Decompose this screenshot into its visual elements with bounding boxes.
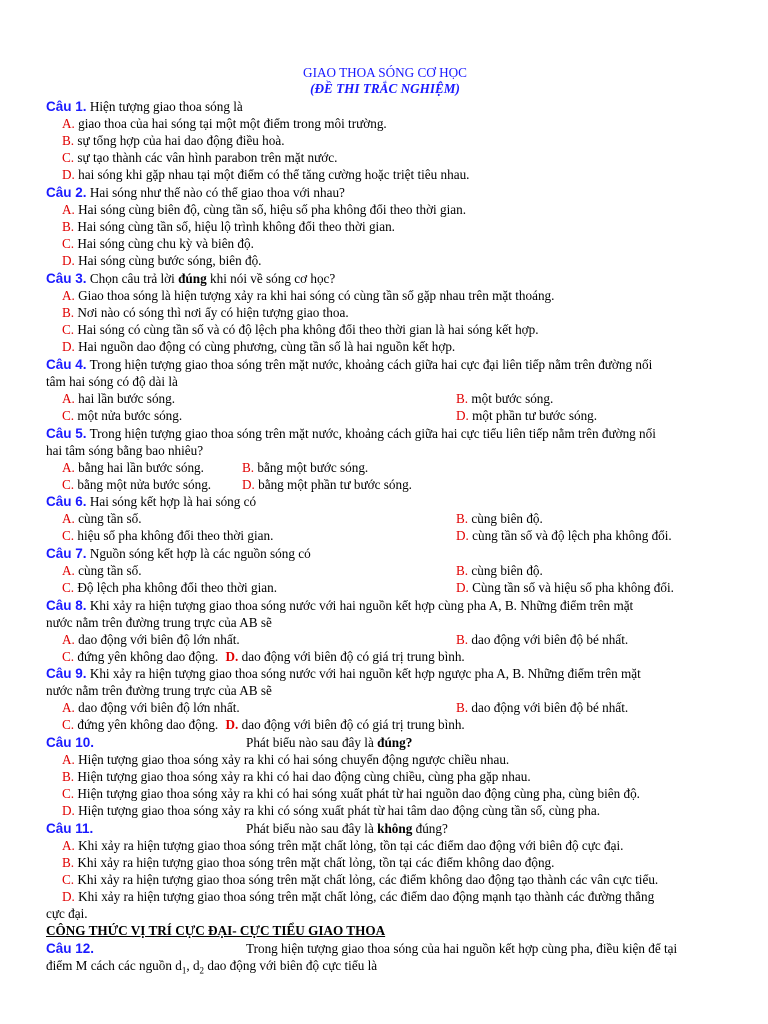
option[interactable]: A. cùng tần số. [62,511,142,526]
document-subtitle: (ĐỀ THI TRẮC NGHIỆM) [310,81,460,96]
option[interactable]: A. dao động với biên độ lớn nhất. [62,700,240,715]
question-text-cont: nước nằm trên đường trung trực của AB sẽ [46,683,272,698]
option-row [62,390,724,407]
option[interactable]: B. dao động với biên độ bé nhất. [456,700,629,715]
option-row [62,510,724,527]
option[interactable]: B. dao động với biên độ bé nhất. [456,632,629,647]
question-9: Câu 9. Khi xảy ra hiện tượng giao thoa sóng nước với hai nguồn kết hợp ngược pha A, B. Những điểm trên mặt [46,666,641,681]
option[interactable]: B. Khi xảy ra hiện tượng giao thoa sóng trên mặt chất lỏng, tồn tại các điểm không dao động. [62,855,555,870]
option[interactable]: B. sự tổng hợp của hai dao động điều hoà. [62,133,285,148]
option[interactable]: C. đứng yên không dao động. [62,649,219,664]
option[interactable]: A. Giao thoa sóng là hiện tượng xảy ra khi hai sóng có cùng tần số gặp nhau trên mặt thoáng. [62,288,555,303]
option[interactable]: D. hai sóng khi gặp nhau tại một điểm có thể tăng cường hoặc triệt tiêu nhau. [62,167,470,182]
option[interactable]: D. bằng một phần tư bước sóng. [242,477,412,492]
question-4: Câu 4. Trong hiện tượng giao thoa sóng trên mặt nước, khoảng cách giữa hai cực đại liên tiếp nằm trên đường nối [46,357,653,372]
option-row [62,631,724,648]
option[interactable]: B. cùng biên độ. [456,511,543,526]
option[interactable]: A. cùng tần số. [62,563,142,578]
option-row [62,716,724,733]
option[interactable]: D. Hai nguồn dao động có cùng phương, cùng tần số là hai nguồn kết hợp. [62,339,456,354]
question-2: Câu 2. Hai sóng như thế nào có thể giao thoa với nhau? [46,185,345,200]
question-text-cont: hai tâm sóng bằng bao nhiêu? [46,443,204,458]
option-text-cont: cực đại. [46,906,88,921]
option[interactable]: C. Hai sóng cùng chu kỳ và biên độ. [62,236,254,251]
option-row [62,562,724,579]
question-8: Câu 8. Khi xảy ra hiện tượng giao thoa sóng nước với hai nguồn kết hợp cùng pha A, B. Những điểm trên mặt [46,598,634,613]
option[interactable]: A. dao động với biên độ lớn nhất. [62,632,240,647]
option[interactable]: C. Hiện tượng giao thoa sóng xảy ra khi có hai sóng xuất phát từ hai nguồn dao động cùng pha, cùng biên độ. [62,786,640,801]
question-11: Câu 11. Phát biểu nào sau đây là không đúng? [46,821,448,836]
option[interactable]: D. một phần tư bước sóng. [456,408,598,423]
option-row [62,459,724,476]
option-row [62,527,724,544]
question-7: Câu 7. Nguồn sóng kết hợp là các nguồn sóng có [46,546,311,561]
option[interactable]: C. Độ lệch pha không đổi theo thời gian. [62,580,278,595]
option[interactable]: C. hiệu số pha không đổi theo thời gian. [62,528,274,543]
option-row [62,699,724,716]
option[interactable]: A. Hai sóng cùng biên độ, cùng tần số, hiệu số pha không đổi theo thời gian. [62,202,467,217]
option[interactable]: C. một nửa bước sóng. [62,408,183,423]
option[interactable]: C. Khi xảy ra hiện tượng giao thoa sóng trên mặt chất lỏng, các điểm không dao động tạo thành các vân cực tiểu. [62,872,659,887]
option[interactable]: B. Hai sóng cùng tần số, hiệu lộ trình không đổi theo thời gian. [62,219,395,234]
option[interactable]: C. Hai sóng có cùng tần số và có độ lệch pha không đổi theo thời gian là hai sóng kết hợp. [62,322,539,337]
option[interactable]: B. một bước sóng. [456,391,554,406]
question-text: Hiện tượng giao thoa sóng là [89,99,243,114]
option[interactable]: A. Khi xảy ra hiện tượng giao thoa sóng trên mặt chất lỏng, tồn tại các điểm dao động với biên độ cực đại. [62,838,624,853]
option[interactable]: C. sự tạo thành các vân hình parabon trên mặt nước. [62,150,338,165]
question-label: Câu 1. [46,99,87,114]
option-row [62,407,724,424]
option[interactable]: B. bằng một bước sóng. [242,460,369,475]
option[interactable]: B. Hiện tượng giao thoa sóng xảy ra khi có hai dao động cùng chiều, cùng pha gặp nhau. [62,769,531,784]
option-row [62,579,724,596]
option[interactable]: A. hai lần bước sóng. [62,391,176,406]
question-12: Câu 12. Trong hiện tượng giao thoa sóng của hai nguồn kết hợp cùng pha, điều kiện để tại [46,941,678,956]
option[interactable]: D. dao động với biên độ có giá trị trung bình. [225,649,465,664]
option[interactable]: C. đứng yên không dao động. [62,717,219,732]
option[interactable]: A. giao thoa của hai sóng tại một một điểm trong môi trường. [62,116,387,131]
option[interactable]: C. bằng một nửa bước sóng. [62,477,212,492]
option-row [62,648,724,665]
question-text-cont: nước nằm trên đường trung trực của AB sẽ [46,615,272,630]
option[interactable]: A. Hiện tượng giao thoa sóng xảy ra khi có hai sóng chuyển động ngược chiều nhau. [62,752,510,767]
option[interactable]: D. dao động với biên độ có giá trị trung bình. [225,717,465,732]
option[interactable]: A. bằng hai lần bước sóng. [62,460,204,475]
option[interactable]: D. Cùng tần số và hiệu số pha không đổi. [456,580,674,595]
option[interactable]: D. Hiện tượng giao thoa sóng xảy ra khi có sóng xuất phát từ hai tâm dao động cùng tần số, cùng pha. [62,803,601,818]
option[interactable]: D. Hai sóng cùng bước sóng, biên độ. [62,253,262,268]
document-title: GIAO THOA SÓNG CƠ HỌC [303,65,467,80]
question-3: Câu 3. Chọn câu trả lời đúng khi nói về sóng cơ học? [46,271,336,286]
question-1 [46,98,724,115]
option[interactable]: D. cùng tần số và độ lệch pha không đổi. [456,528,672,543]
option[interactable]: B. Nơi nào có sóng thì nơi ấy có hiện tượng giao thoa. [62,305,349,320]
option[interactable]: B. cùng biên độ. [456,563,543,578]
section-heading: CÔNG THỨC VỊ TRÍ CỰC ĐẠI- CỰC TIỂU GIAO THOA [46,923,386,938]
question-10: Câu 10. Phát biểu nào sau đây là đúng? [46,735,413,750]
option-row [62,476,724,493]
question-6: Câu 6. Hai sóng kết hợp là hai sóng có [46,494,257,509]
option[interactable]: D. Khi xảy ra hiện tượng giao thoa sóng trên mặt chất lỏng, các điểm dao động mạnh tạo thành các đường thẳng [62,889,655,904]
question-5: Câu 5. Trong hiện tượng giao thoa sóng trên mặt nước, khoảng cách giữa hai cực tiểu liên tiếp nằm trên đường nối [46,426,656,441]
question-text-cont: tâm hai sóng có độ dài là [46,374,178,389]
question-text-cont: điểm M cách các nguồn $d_1$, $d_2$ dao động với biên độ cực tiểu là [46,958,378,976]
